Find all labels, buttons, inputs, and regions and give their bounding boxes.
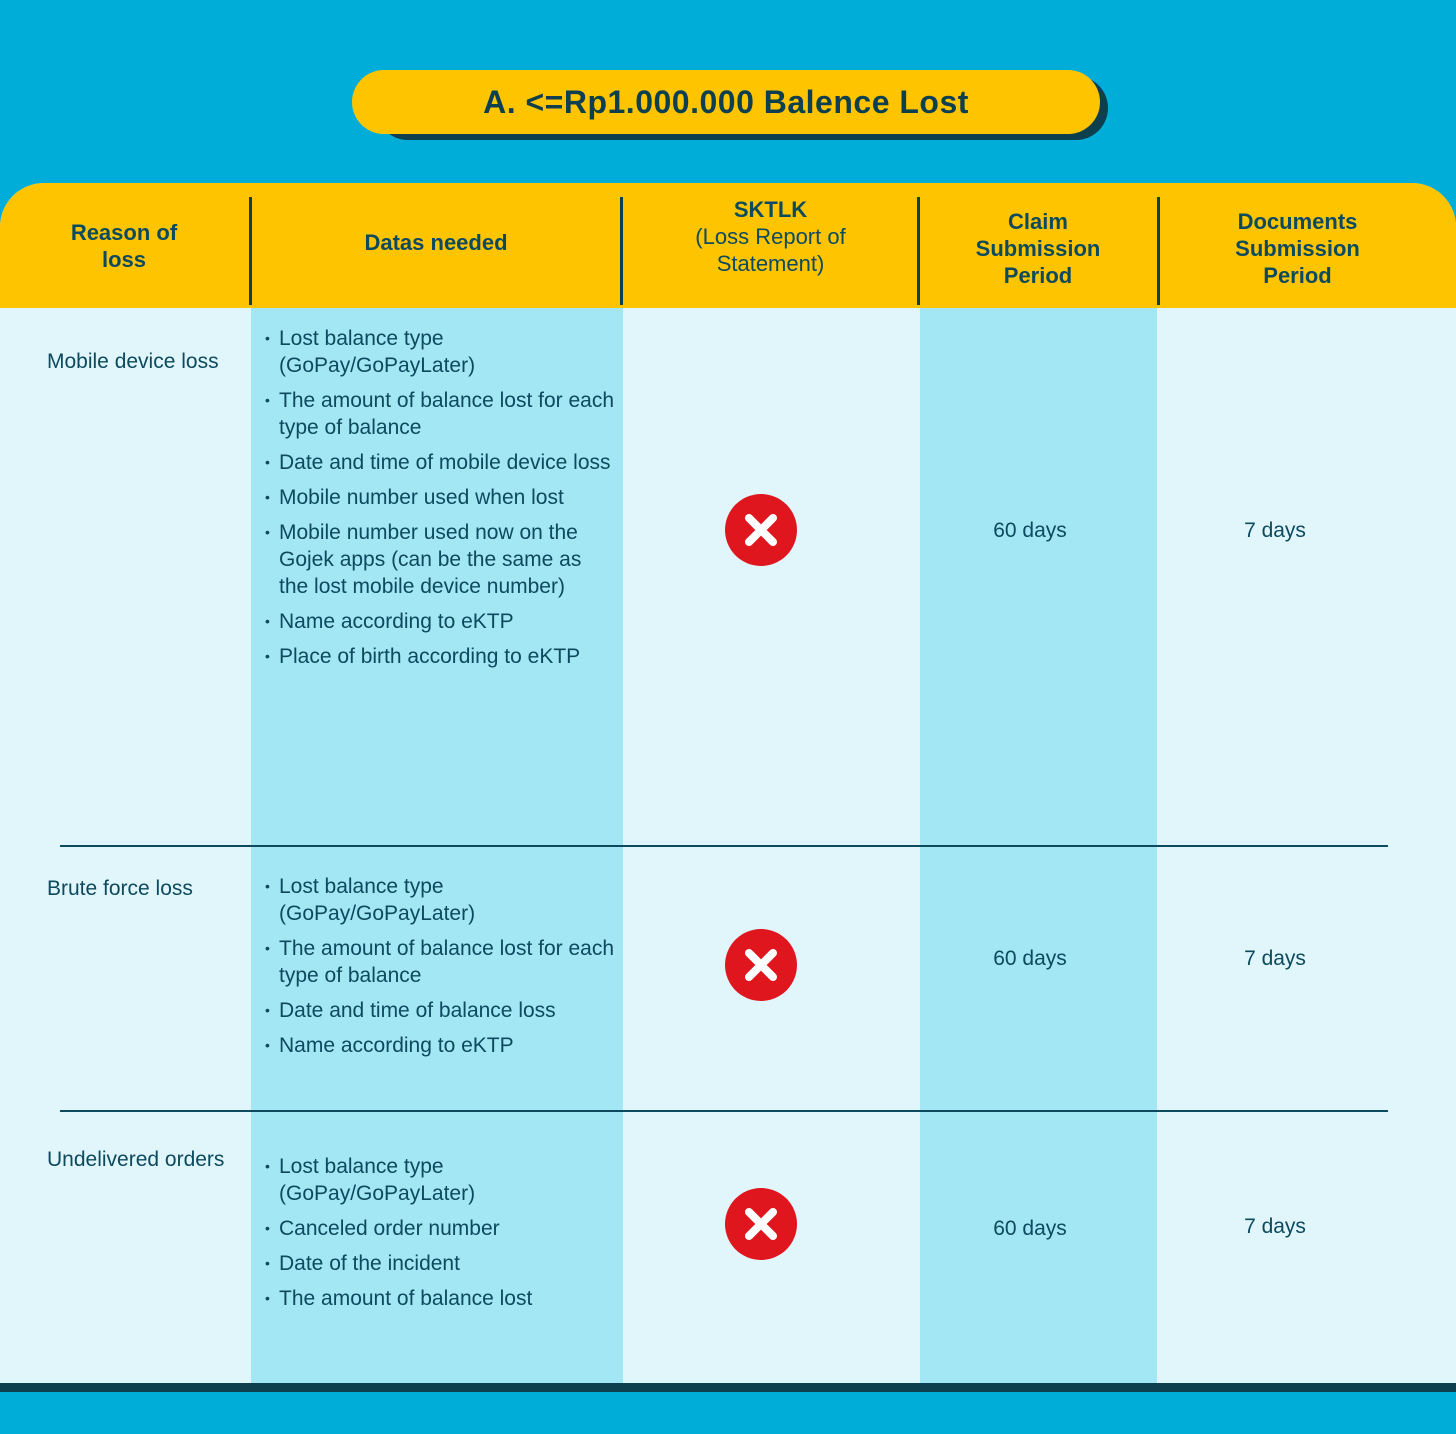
list-item: • Date and time of mobile device loss xyxy=(265,449,615,476)
header-reason xyxy=(0,183,248,308)
header-sktlk-sub-line-1: (Loss Report of xyxy=(695,224,846,249)
list-item: • Mobile number used when lost xyxy=(265,484,615,511)
x-circle-icon xyxy=(725,1188,797,1260)
header-datas xyxy=(252,183,620,308)
header-documents-line-3: Period xyxy=(1263,263,1332,288)
header-documents-line-1: Documents xyxy=(1237,209,1358,234)
row-reason: Mobile device loss xyxy=(47,350,219,373)
x-circle-icon xyxy=(725,929,797,1001)
row-reason: Undelivered orders xyxy=(47,1148,225,1171)
list-item: • Name according to eKTP xyxy=(265,1032,615,1059)
header-sktlk-sub-line-2: Statement) xyxy=(716,251,825,276)
claim-period: 60 days xyxy=(993,947,1067,970)
list-item: • Mobile number used now on the Gojek apps (can be the same as the lost mobile device number) xyxy=(265,519,615,600)
documents-period: 7 days xyxy=(1244,1215,1306,1238)
claim-period: 60 days xyxy=(993,519,1067,542)
list-item: • Lost balance type (GoPay/GoPayLater) xyxy=(265,1153,615,1207)
documents-period: 7 days xyxy=(1244,519,1306,542)
list-item: • Place of birth according to eKTP xyxy=(265,643,615,670)
page-title: A. <=Rp1.000.000 Balence Lost xyxy=(352,70,1100,134)
header-claim-line-1: Claim xyxy=(1008,209,1068,234)
list-item: • The amount of balance lost for each type of balance xyxy=(265,935,615,989)
row-divider xyxy=(60,845,1388,847)
list-item: • Name according to eKTP xyxy=(265,608,615,635)
header-reason-line-1: Reason of xyxy=(70,219,178,245)
list-item: • Date of the incident xyxy=(265,1250,615,1277)
row-datas-list xyxy=(265,325,615,678)
row-datas-list xyxy=(265,1153,615,1320)
header-sktlk xyxy=(623,183,918,308)
footer-bar xyxy=(0,1383,1456,1392)
row-divider xyxy=(60,1110,1388,1112)
list-item: • Lost balance type (GoPay/GoPayLater) xyxy=(265,325,615,379)
loss-table xyxy=(0,183,1456,1383)
header-claim-line-3: Period xyxy=(1003,263,1073,288)
list-item: • Canceled order number xyxy=(265,1215,615,1242)
table-header xyxy=(0,183,1456,308)
row-reason: Brute force loss xyxy=(47,877,193,900)
x-circle-icon xyxy=(725,494,797,566)
header-reason-line-2: loss xyxy=(101,246,146,272)
header-documents-line-2: Submission xyxy=(1235,236,1360,261)
documents-period: 7 days xyxy=(1244,947,1306,970)
list-item: • The amount of balance lost xyxy=(265,1285,615,1312)
title-banner xyxy=(352,70,1104,138)
header-claim-line-2: Submission xyxy=(975,236,1101,261)
header-datas-label: Datas needed xyxy=(364,230,508,255)
list-item: • The amount of balance lost for each type of balance xyxy=(265,387,615,441)
list-item: • Lost balance type (GoPay/GoPayLater) xyxy=(265,873,615,927)
header-sktlk-title: SKTLK xyxy=(733,197,808,222)
header-documents xyxy=(1160,183,1435,308)
header-claim xyxy=(920,183,1156,308)
row-datas-list xyxy=(265,873,615,1067)
list-item: • Date and time of balance loss xyxy=(265,997,615,1024)
claim-period: 60 days xyxy=(993,1217,1067,1240)
